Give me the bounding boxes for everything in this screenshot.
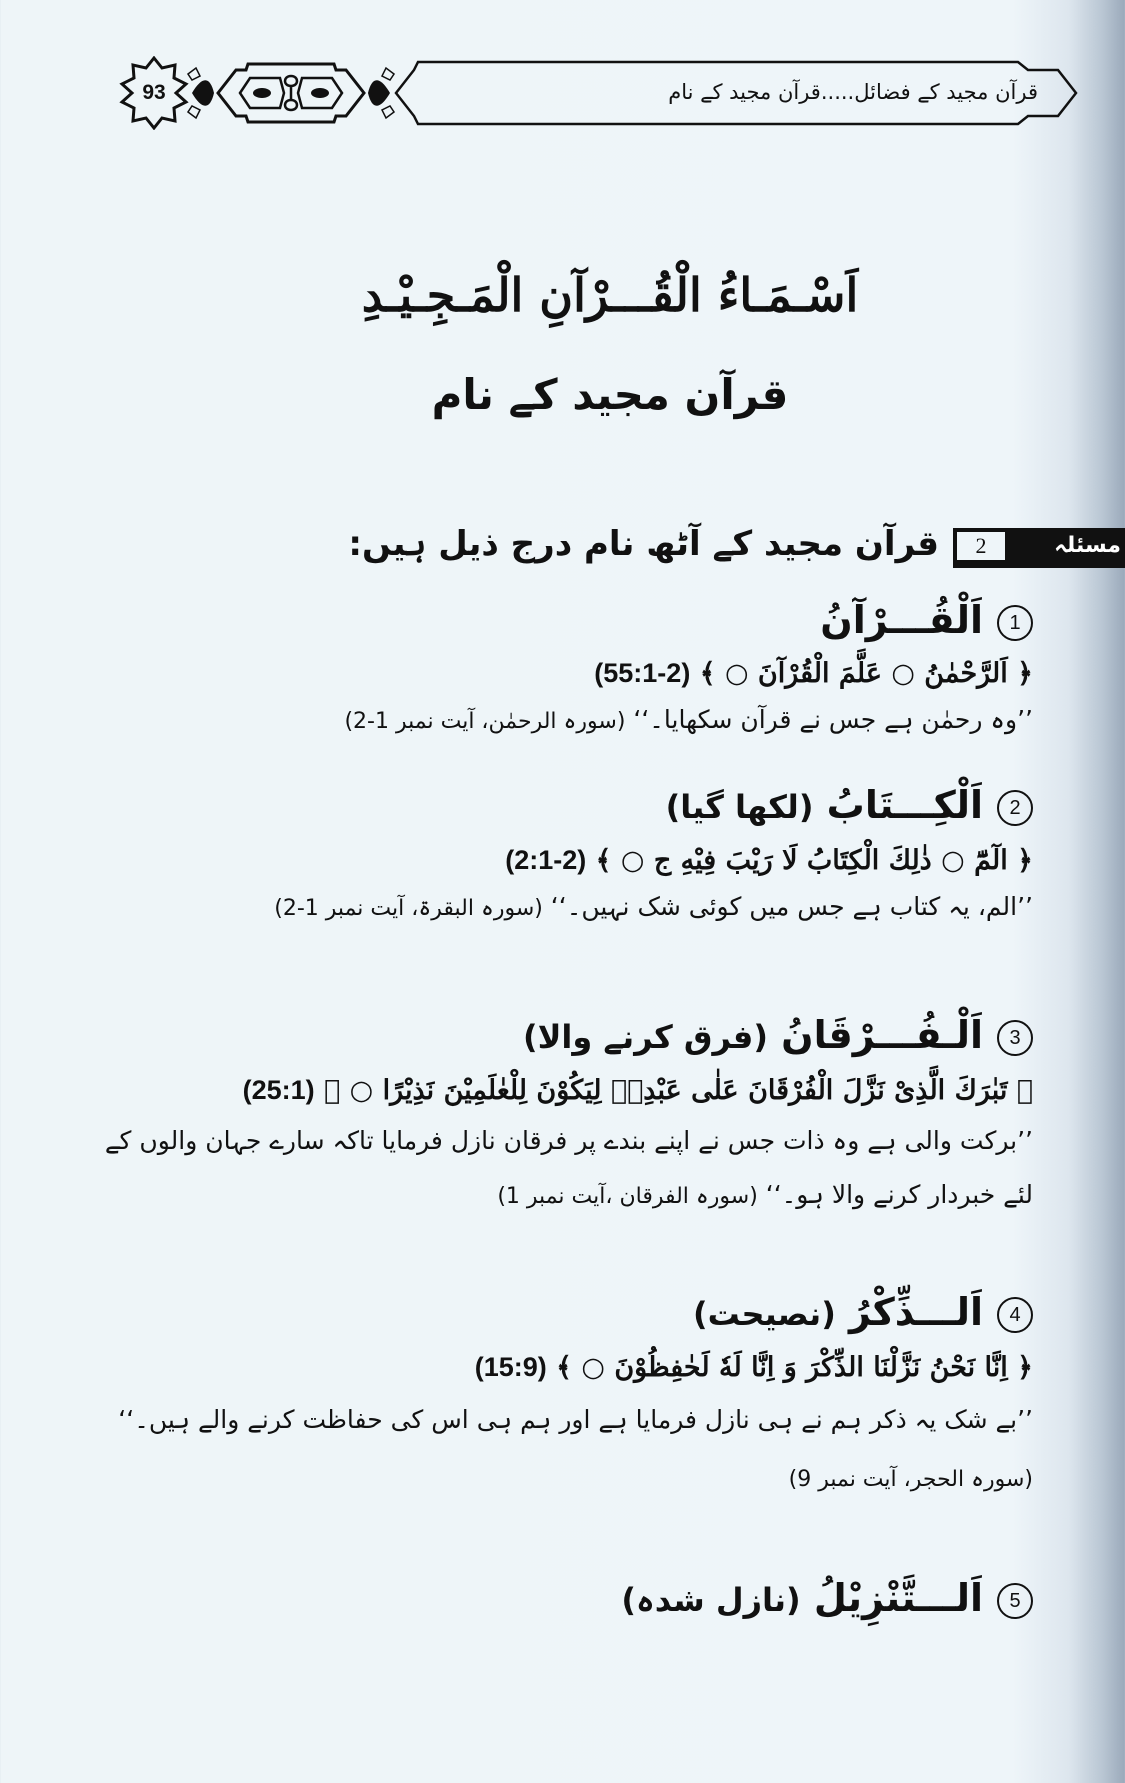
name-item-5 [93, 1568, 1033, 1630]
item-name: اَلـــتَّنْزِيْلُ [813, 1576, 983, 1620]
ayah-arabic: ﴿ اِنَّا نَحْنُ نَزَّلْنَا الذِّكْرَ وَ اِنَّا لَهٗ لَحٰفِظُوْنَ ○ ﴾ [556, 1352, 1033, 1383]
page-header [118, 56, 1078, 130]
translation [93, 1391, 1033, 1509]
translation [93, 884, 1033, 932]
chapter-title-urdu: قرآن مجید کے نام [431, 370, 789, 419]
ayah-reference: (2:1-2) [505, 845, 587, 875]
item-gloss: (لکھا گیا) [665, 788, 814, 826]
ayah-reference: (25:1) [242, 1075, 315, 1105]
item-number-circle: 3 [997, 1020, 1033, 1056]
translation-reference: (سورہ الرحمٰن، آیت نمبر 1-2) [344, 709, 626, 734]
item-gloss: (نصیحت) [693, 1295, 836, 1333]
ayah-text [93, 1344, 1033, 1391]
item-number-circle: 5 [997, 1583, 1033, 1619]
item-heading [93, 1282, 1033, 1344]
item-gloss: (نازل شدہ) [621, 1581, 801, 1619]
item-number-circle: 4 [997, 1297, 1033, 1333]
item-number-circle: 2 [997, 790, 1033, 826]
page-number: 93 [142, 81, 166, 104]
item-number-circle: 1 [997, 605, 1033, 641]
ayah-arabic: ﴿ اَلرَّحْمٰنُ ○ عَلَّمَ الْقُرْآنَ ○ ﴾ [699, 658, 1033, 689]
item-heading [93, 590, 1033, 650]
translation-text: ’’الم، یہ کتاب ہے جس میں کوئی شک نہیں۔‘‘ [550, 892, 1033, 921]
item-name: اَلـــذِّكْرُ [849, 1290, 983, 1334]
item-name: اَلْكِـــتَابُ [826, 783, 983, 827]
item-name: اَلْقُـــرْآنُ [820, 598, 983, 642]
item-heading [93, 1568, 1033, 1630]
ayah-reference: (15:9) [474, 1352, 547, 1382]
masala-label: مسئلہ [1054, 533, 1121, 558]
translation-reference: (سورہ الحجر، آیت نمبر 9) [788, 1467, 1033, 1492]
translation-text: ’’بے شک یہ ذکر ہم نے ہی نازل فرمایا ہے اور ہم ہی اس کی حفاظت کرنے والے ہیں۔‘‘ [118, 1405, 1033, 1434]
translation-text: ’’برکت والی ہے وہ ذات جس نے اپنے بندے پر فرقان نازل فرمایا تاکہ سارے جہان والوں کے لئے خبردار کرنے والا ہو۔‘‘ [104, 1126, 1033, 1209]
translation [93, 697, 1033, 745]
masala-badge [953, 528, 1125, 566]
name-item-4 [93, 1282, 1033, 1509]
running-title: قرآن مجید کے فضائل.....قرآن مجید کے نام [668, 80, 1038, 104]
name-item-1 [93, 590, 1033, 745]
ayah-reference: (55:1-2) [594, 658, 691, 688]
item-gloss: (فرق کرنے والا) [522, 1018, 768, 1056]
ayah-text [93, 1067, 1033, 1114]
name-item-3 [93, 1005, 1033, 1224]
translation-reference: (سورہ الفرقان ،آیت نمبر 1) [497, 1184, 758, 1209]
masala-statement: قرآن مجید کے آٹھ نام درج ذیل ہیں: [348, 524, 939, 564]
translation-text: ’’وہ رحمٰن ہے جس نے قرآن سکھایا۔‘‘ [633, 705, 1033, 734]
chapter-title-arabic: اَسْـمَـاءُ الْقُـــرْآنِ الْمَـجِـيْـدِ [361, 268, 859, 322]
translation [93, 1114, 1033, 1224]
item-heading [93, 1005, 1033, 1067]
item-heading [93, 775, 1033, 837]
translation-reference: (سورہ البقرۃ، آیت نمبر 1-2) [274, 896, 543, 921]
ayah-arabic: ﴿ الٓمّٓ ○ ذٰلِكَ الْكِتَابُ لَا رَيْبَ فِيْهِ ج ○ ﴾ [595, 845, 1033, 876]
ayah-arabic: ﴿ تَبٰرَكَ الَّذِیْ نَزَّلَ الْفُرْقَانَ عَلٰی عَبْدِهٖ لِيَكُوْنَ لِلْعٰلَمِيْنَ نَذِيْرًا ○ ﴾ [324, 1075, 1033, 1106]
masala-number: 2 [957, 532, 1005, 560]
ayah-text [93, 837, 1033, 884]
ayah-text [93, 650, 1033, 697]
item-name: اَلْـفُـــرْقَانُ [781, 1013, 983, 1057]
name-item-2 [93, 775, 1033, 932]
